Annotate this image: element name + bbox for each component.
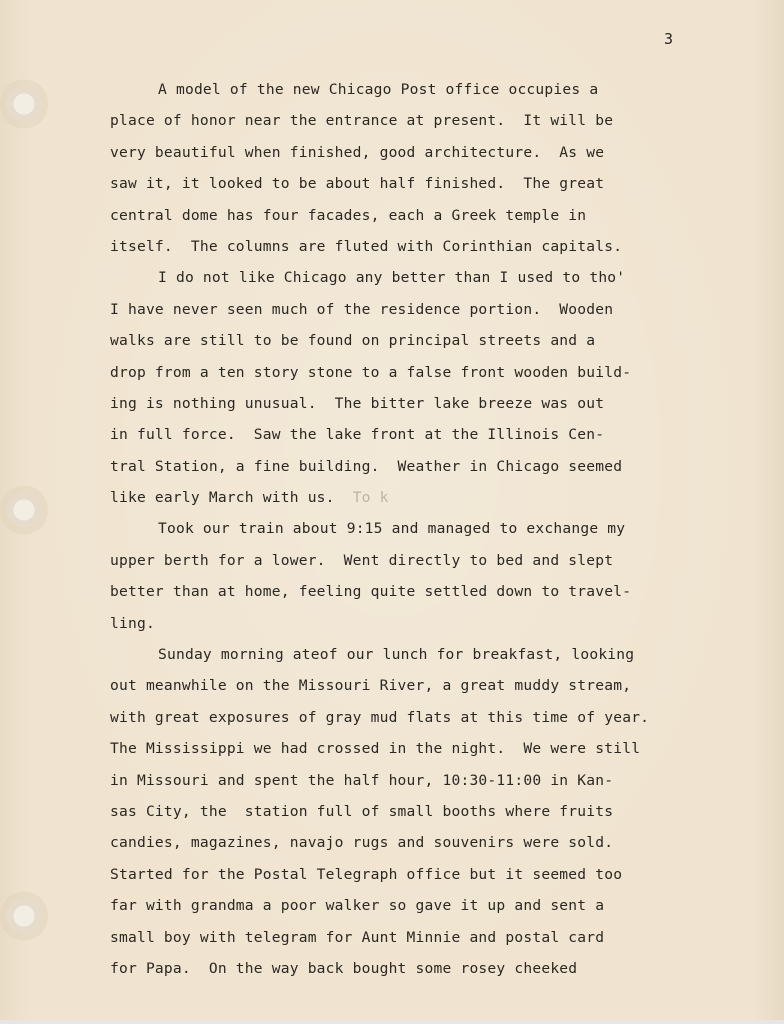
- text-line-content: in Missouri and spent the half hour, 10:30-11:00 in Kan-: [110, 771, 614, 789]
- text-line-content: sas City, the station full of small booths where fruits: [110, 802, 614, 820]
- erased-text: To k: [334, 489, 389, 507]
- text-line-content: very beautiful when finished, good architecture. As we: [110, 143, 605, 161]
- text-line: [110, 922, 690, 953]
- text-line: [110, 388, 690, 419]
- text-line: [110, 451, 690, 482]
- text-line-content: out meanwhile on the Missouri River, a great muddy stream,: [110, 677, 632, 695]
- text-line: [110, 200, 690, 231]
- text-line: [110, 231, 690, 262]
- binder-hole-top: [0, 78, 48, 130]
- text-line: [110, 74, 690, 105]
- text-line-content: for Papa. On the way back bought some rosey cheeked: [110, 959, 578, 977]
- text-line-content: with great exposures of gray mud flats at this time of year.: [110, 708, 650, 726]
- text-line-content: Sunday morning ateof our lunch for breakfast, looking: [158, 646, 635, 664]
- text-line-content: central dome has four facades, each a Greek temple in: [110, 206, 587, 224]
- text-line-content: place of honor near the entrance at present. It will be: [110, 112, 614, 130]
- text-line-content: walks are still to be found on principal streets and a: [110, 332, 596, 350]
- typed-text-body: [110, 74, 690, 984]
- text-line-content: upper berth for a lower. Went directly to bed and slept: [110, 551, 614, 569]
- text-line-content: far with grandma a poor walker so gave it up and sent a: [110, 897, 605, 915]
- text-line: [110, 608, 690, 639]
- text-line: [110, 294, 690, 325]
- text-line: [110, 137, 690, 168]
- text-line-content: Took our train about 9:15 and managed to exchange my: [158, 520, 626, 538]
- text-line-content: A model of the new Chicago Post office occupies a: [158, 81, 599, 98]
- text-line-content: itself. The columns are fluted with Corinthian capitals.: [110, 237, 623, 255]
- text-line-content: tral Station, a fine building. Weather in Chicago seemed: [110, 457, 623, 475]
- text-line-content: ing is nothing unusual. The bitter lake breeze was out: [110, 394, 605, 412]
- text-line: [110, 953, 690, 984]
- text-line: [110, 827, 690, 858]
- text-line: [110, 765, 690, 796]
- text-line: [110, 419, 690, 450]
- text-line-content: candies, magazines, navajo rugs and souvenirs were sold.: [110, 834, 614, 852]
- text-line-content: better than at home, feeling quite settled down to travel-: [110, 583, 632, 601]
- text-line: [110, 670, 690, 701]
- text-line: [110, 513, 690, 544]
- text-line-content: drop from a ten story stone to a false front wooden build-: [110, 363, 632, 381]
- text-line: [110, 105, 690, 136]
- text-line: [110, 890, 690, 921]
- text-line-content: small boy with telegram for Aunt Minnie and postal card: [110, 928, 605, 946]
- text-line: [110, 796, 690, 827]
- text-line-content: Started for the Postal Telegraph office but it seemed too: [110, 865, 623, 883]
- text-line: [110, 576, 690, 607]
- text-line-content: saw it, it looked to be about half finished. The great: [110, 175, 605, 193]
- text-line: [110, 357, 690, 388]
- text-line: [110, 639, 690, 670]
- text-line: [110, 325, 690, 356]
- text-line: [110, 702, 690, 733]
- page-bottom-edge: [0, 1020, 784, 1024]
- text-line: [110, 262, 690, 293]
- text-line: [110, 168, 690, 199]
- text-line-content: ling.: [110, 614, 155, 632]
- text-line-content: I do not like Chicago any better than I used to tho': [158, 269, 626, 287]
- text-line: [110, 482, 690, 513]
- text-line-content: in full force. Saw the lake front at the Illinois Cen-: [110, 426, 605, 444]
- binder-hole-bottom: [0, 890, 48, 942]
- text-line-content: The Mississippi we had crossed in the night. We were still: [110, 740, 641, 758]
- text-line: [110, 859, 690, 890]
- text-line-content: like early March with us.: [110, 489, 335, 507]
- page-number: 3: [664, 30, 674, 48]
- text-line-content: I have never seen much of the residence portion. Wooden: [110, 300, 614, 318]
- binder-hole-middle: [0, 484, 48, 536]
- text-line: [110, 545, 690, 576]
- text-line: [110, 733, 690, 764]
